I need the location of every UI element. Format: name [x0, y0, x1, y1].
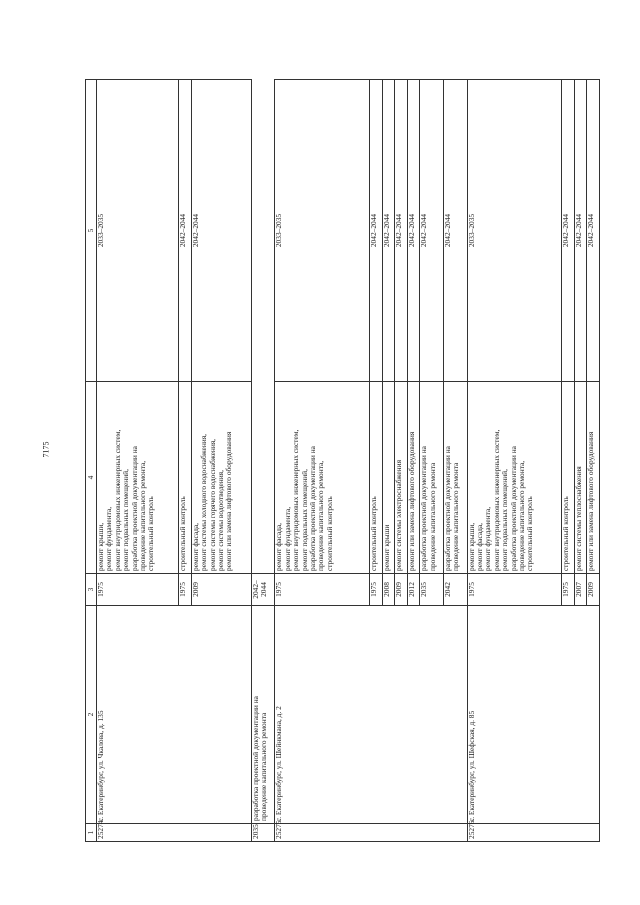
commission-year: 2008 [382, 574, 394, 606]
repair-works: ремонт системы теплоснабжения [574, 382, 586, 574]
repair-works: ремонт или замена лифтового оборудования [407, 382, 419, 574]
commission-year: 2042 [443, 574, 467, 606]
col-header-2: 2 [86, 606, 97, 824]
repair-period: 2042–2044 [370, 80, 382, 382]
capital-repair-table [85, 79, 600, 842]
table-row [467, 80, 562, 842]
repair-works: строительный контроль [562, 382, 574, 574]
repair-period: 2033–2035 [275, 80, 370, 382]
repair-period: 2042–2044 [179, 80, 191, 382]
col-header-5: 5 [86, 80, 97, 382]
commission-year: 1975 [179, 574, 191, 606]
repair-works: строительный контроль [370, 382, 382, 574]
commission-year: 2009 [191, 574, 251, 606]
repair-period: 2033–2035 [467, 80, 562, 382]
repair-period: 2042–2044 [574, 80, 586, 382]
commission-year: 1975 [467, 574, 562, 606]
col-header-4: 4 [86, 382, 97, 574]
repair-works: разработка проектной документации на проведение капитального ремонта [420, 382, 444, 574]
repair-period: 2042–2044 [562, 80, 574, 382]
commission-year: 2035 [420, 574, 444, 606]
address: г. Екатеринбург, ул. Шефская, д. 85 [467, 606, 599, 824]
page-number: 7175 [41, 441, 51, 458]
row-number: 25276. [467, 824, 599, 842]
commission-year: 2007 [574, 574, 586, 606]
repair-period: 2033–2035 [97, 80, 179, 382]
header-row [86, 80, 97, 842]
commission-year: 2035 [251, 824, 275, 842]
repair-works: ремонт системы электроснабжения [395, 382, 407, 574]
repair-period: 2042–2044 [251, 574, 275, 606]
repair-works: ремонт фасада, ремонт системы холодного водоснабжения, ремонт системы горячего водоснабжения, ремонт системы водоотведения, ремонт или замена лифтового оборудования [191, 382, 251, 574]
repair-period: 2042–2044 [587, 80, 600, 382]
repair-works: разработка проектной документации на проведение капитального ремонта [251, 606, 275, 824]
repair-works: ремонт крыши, ремонт фундамента, ремонт внутридомовых инженерных систем, ремонт подвальных помещений, разработка проектной документации на проведение капитального ремонта, строительный контроль [97, 382, 179, 574]
col-header-1: 1 [86, 824, 97, 842]
row-number: 25274. [97, 824, 252, 842]
commission-year: 1975 [562, 574, 574, 606]
repair-period: 2042–2044 [191, 80, 251, 382]
repair-period: 2042–2044 [382, 80, 394, 382]
repair-period: 2042–2044 [420, 80, 444, 382]
repair-period: 2042–2044 [443, 80, 467, 382]
repair-works: ремонт или замена лифтового оборудования [587, 382, 600, 574]
repair-period: 2042–2044 [407, 80, 419, 382]
repair-period: 2042–2044 [395, 80, 407, 382]
rotated-table-container [85, 80, 600, 842]
repair-works: разработка проектной документации на проведение капитального ремонта [443, 382, 467, 574]
table-row [97, 80, 179, 842]
commission-year: 2012 [407, 574, 419, 606]
commission-year: 2009 [587, 574, 600, 606]
commission-year: 1975 [370, 574, 382, 606]
table-row [275, 80, 370, 842]
repair-works: ремонт фасада, ремонт фундамента, ремонт внутридомовых инженерных систем, ремонт подвальных помещений, разработка проектной документации на проведение капитального ремонта, строительный контроль [275, 382, 370, 574]
address: г. Екатеринбург, ул. Чкалова, д. 135 [97, 606, 252, 824]
col-header-3: 3 [86, 574, 97, 606]
table-body [97, 80, 600, 842]
row-number: 25275. [275, 824, 467, 842]
commission-year: 2009 [395, 574, 407, 606]
commission-year: 1975 [97, 574, 179, 606]
commission-year: 1975 [275, 574, 370, 606]
repair-works: ремонт крыши [382, 382, 394, 574]
address: г. Екатеринбург, ул. Шейнкмана, д. 2 [275, 606, 467, 824]
repair-works: ремонт крыши, ремонт фасада, ремонт фундамента, ремонт внутридомовых инженерных систем, ремонт подвальных помещений, разработка проектной документации на проведение капитального ремонта, строительный контроль [467, 382, 562, 574]
table-row [251, 80, 275, 842]
repair-works: строительный контроль [179, 382, 191, 574]
